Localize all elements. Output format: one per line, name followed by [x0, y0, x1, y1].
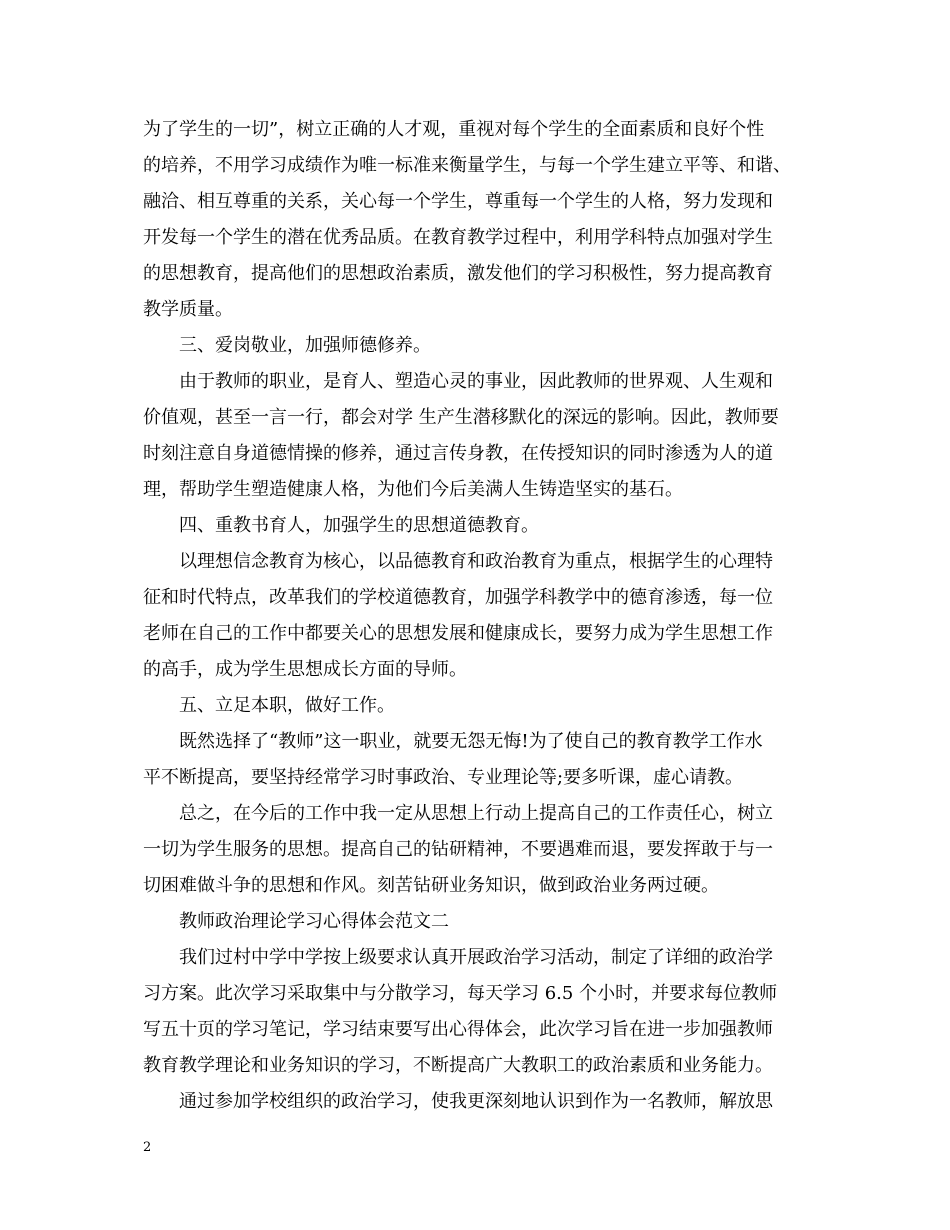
- body-text-line: 教学质量。: [143, 299, 233, 320]
- body-text-line: 的高手，成为学生思想成长方面的导师。: [143, 659, 467, 680]
- body-text-line: 既然选择了“教师”这一职业，就要无怨无悔!为了使自己的教育教学工作水: [179, 731, 763, 752]
- body-text-line: 的思想教育，提高他们的思想政治素质，激发他们的学习积极性，努力提高教育: [143, 263, 773, 284]
- body-text-line: 融洽、相互尊重的关系，关心每一个学生，尊重每一个学生的人格，努力发现和: [143, 191, 773, 212]
- body-text-line: 总之，在今后的工作中我一定从思想上行动上提高自己的工作责任心，树立: [179, 803, 773, 824]
- body-text-line: 写五十页的学习笔记，学习结束要写出心得体会，此次学习旨在进一步加强教师: [143, 1019, 773, 1040]
- body-text-line: 习方案。此次学习采取集中与分散学习，每天学习 6.5 个小时，并要求每位教师: [143, 983, 778, 1004]
- body-text-line: 以理想信念教育为核心，以品德教育和政治教育为重点，根据学生的心理特: [179, 551, 773, 572]
- body-text-line: 开发每一个学生的潜在优秀品质。在教育教学过程中，利用学科特点加强对学生: [143, 227, 773, 248]
- body-text-line: 由于教师的职业，是育人、塑造心灵的事业，因此教师的世界观、人生观和: [179, 371, 773, 392]
- section-heading: 四、重教书育人，加强学生的思想道德教育。: [179, 515, 539, 536]
- document-subtitle: 教师政治理论学习心得体会范文二: [179, 911, 449, 932]
- body-text-line: 的培养，不用学习成绩作为唯一标准来衡量学生，与每一个学生建立平等、和谐、: [143, 155, 791, 176]
- section-heading: 五、立足本职，做好工作。: [179, 695, 395, 716]
- page-number: 2: [143, 1140, 152, 1155]
- body-text-line: 价值观，甚至一言一行，都会对学 生产生潜移默化的深远的影响。因此，教师要: [143, 407, 779, 428]
- body-text-line: 切困难做斗争的思想和作风。刻苦钻研业务知识，做到政治业务两过硬。: [143, 875, 719, 896]
- body-text-line: 理，帮助学生塑造健康人格，为他们今后美满人生铸造坚实的基石。: [143, 479, 683, 500]
- body-text-line: 老师在自己的工作中都要关心的思想发展和健康成长，要努力成为学生思想工作: [143, 623, 773, 644]
- body-text-line: 教育教学理论和业务知识的学习，不断提高广大教职工的政治素质和业务能力。: [143, 1055, 773, 1076]
- body-text-line: 为了学生的一切”，树立正确的人才观，重视对每个学生的全面素质和良好个性: [143, 119, 765, 140]
- body-text-line: 我们过村中学中学按上级要求认真开展政治学习活动，制定了详细的政治学: [179, 947, 773, 968]
- section-heading: 三、爱岗敬业，加强师德修养。: [179, 335, 431, 356]
- body-text-line: 征和时代特点，改革我们的学校道德教育，加强学科教学中的德育渗透，每一位: [143, 587, 773, 608]
- body-text-line: 一切为学生服务的思想。提高自己的钻研精神，不要遇难而退，要发挥敢于与一: [143, 839, 773, 860]
- body-text-line: 通过参加学校组织的政治学习，使我更深刻地认识到作为一名教师，解放思: [179, 1091, 773, 1112]
- body-text-line: 时刻注意自身道德情操的修养，通过言传身教，在传授知识的同时渗透为人的道: [143, 443, 773, 464]
- body-text-line: 平不断提高，要坚持经常学习时事政治、专业理论等;要多听课，虚心请教。: [143, 767, 744, 788]
